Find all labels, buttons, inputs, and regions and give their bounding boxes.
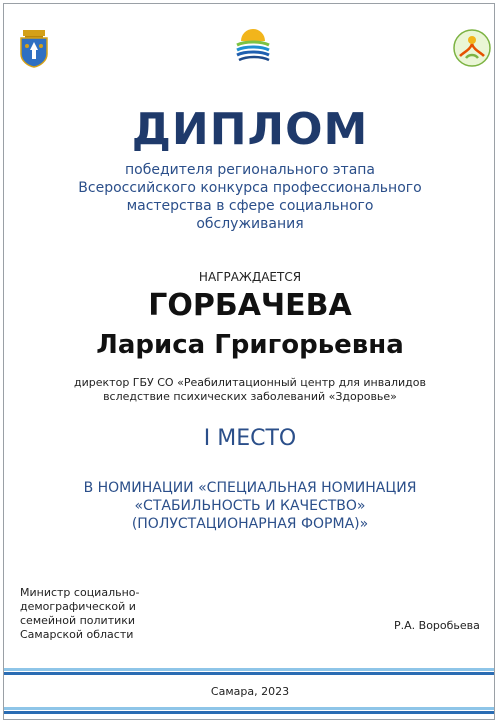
nomination	[34, 479, 466, 533]
subtitle-line: победителя регионального этапа	[124, 162, 376, 178]
awarded-label: НАГРАЖДАЕТСЯ	[198, 270, 302, 284]
minister-line: Министр социально-	[20, 586, 140, 599]
footer-stripe-light	[4, 668, 494, 671]
bottom-stripe-light	[4, 707, 494, 710]
minister-title	[20, 586, 190, 642]
recipient-given-names: Лариса Григорьевна	[96, 330, 404, 360]
bottom-stripe-dark	[4, 711, 494, 714]
diploma-subtitle	[44, 161, 456, 233]
footer-stripe-dark	[4, 672, 494, 675]
award-place: I МЕСТО	[203, 426, 297, 451]
hands-care-emblem-icon	[452, 28, 492, 68]
subtitle-line: мастерства в сфере социального	[126, 198, 374, 214]
city-year: Самара, 2023	[210, 685, 290, 698]
recipient-surname: ГОРБАЧЕВА	[148, 288, 352, 323]
minister-line: демографической и	[20, 600, 136, 613]
signatory-name: Р.А. Воробьева	[394, 619, 480, 632]
sun-waves-emblem-icon	[233, 23, 273, 63]
subtitle-line: Всероссийского конкурса профессионального	[78, 180, 422, 196]
nomination-line: В НОМИНАЦИИ «СПЕЦИАЛЬНАЯ НОМИНАЦИЯ	[83, 480, 417, 496]
minister-line: семейной политики	[20, 614, 136, 627]
samara-coat-of-arms-icon	[17, 28, 51, 68]
diploma-title: ДИПЛОМ	[131, 104, 369, 155]
diploma-page	[3, 3, 495, 720]
position-line: директор ГБУ СО «Реабилитационный центр для инвалидов	[74, 376, 426, 389]
minister-line: Самарской области	[20, 628, 134, 641]
nomination-line: «СТАБИЛЬНОСТЬ И КАЧЕСТВО»	[134, 498, 366, 514]
recipient-position	[44, 376, 456, 404]
nomination-line: (ПОЛУСТАЦИОНАРНАЯ ФОРМА)»	[131, 516, 369, 532]
subtitle-line: обслуживания	[196, 216, 304, 232]
position-line: вследствие психических заболеваний «Здоровье»	[103, 390, 397, 403]
